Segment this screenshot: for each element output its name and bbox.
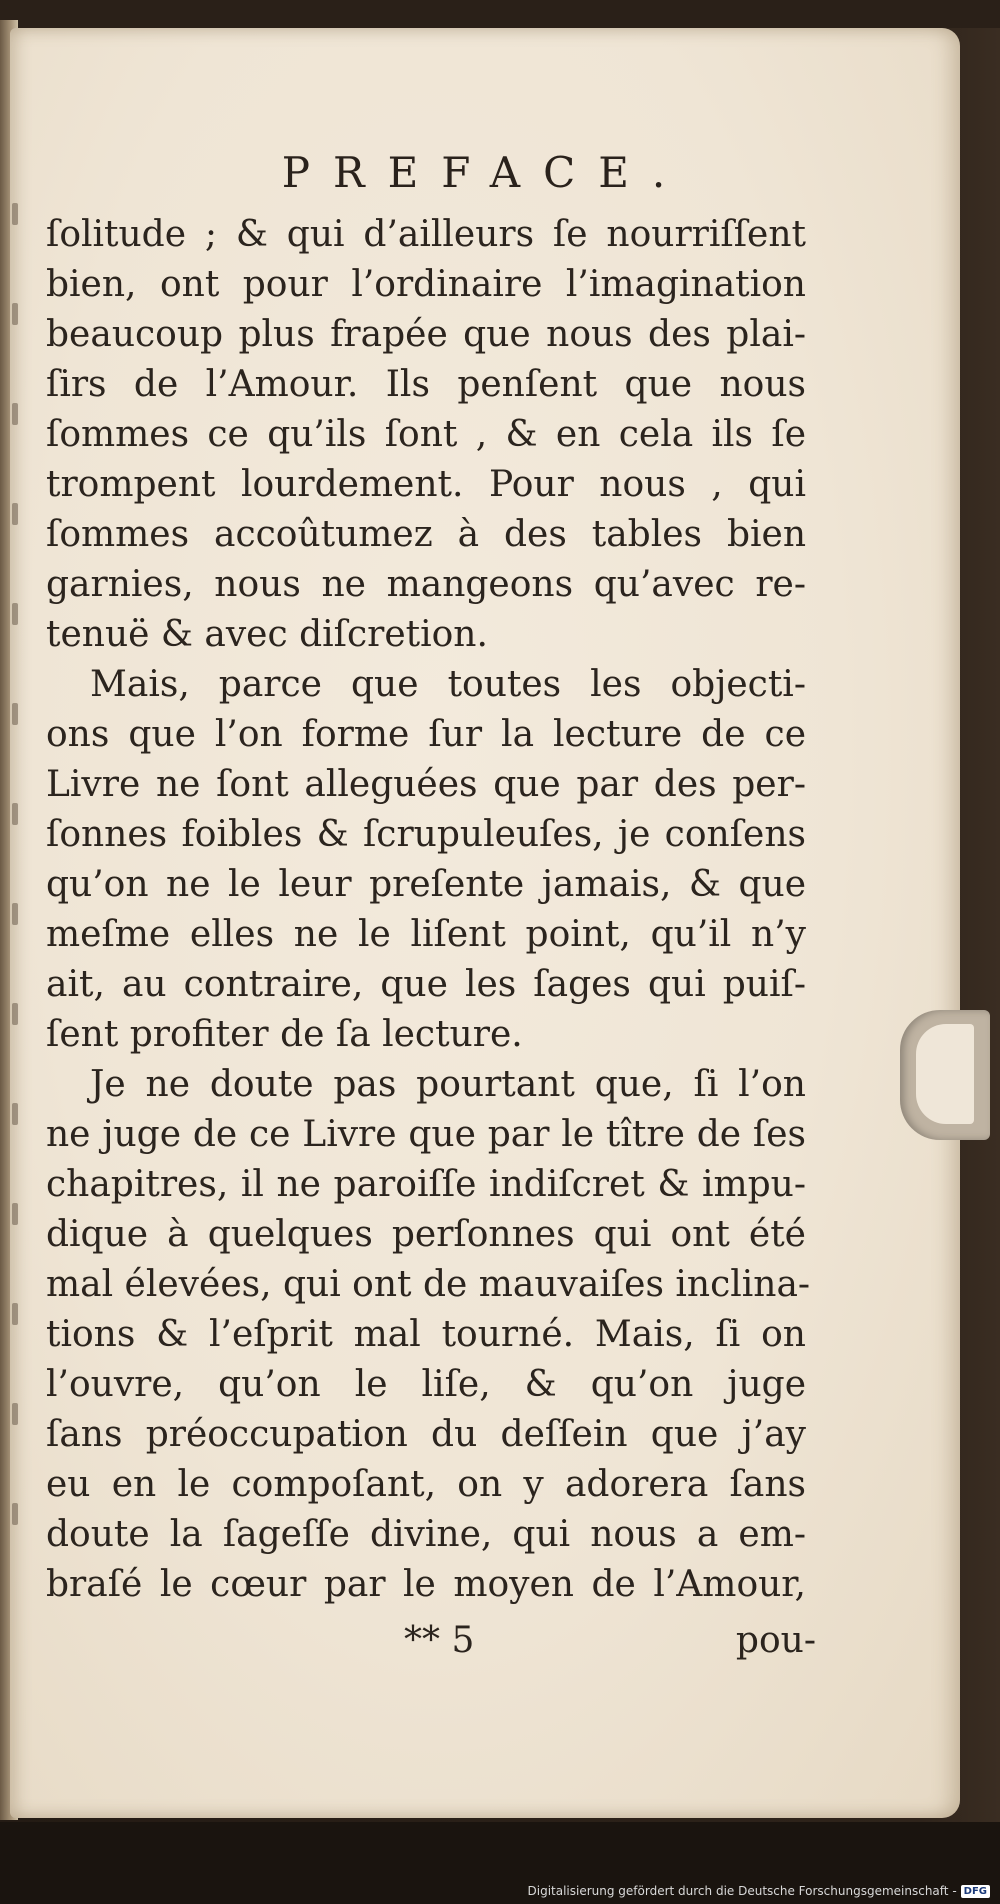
text-line: dique à quelques perſonnes qui ont été (46, 1214, 806, 1255)
text-line: l’ouvre, qu’on le liſe, & qu’on juge (46, 1364, 806, 1405)
page-footer (46, 1620, 816, 1670)
text-line: ſent profiter de ſa lecture. (46, 1014, 523, 1055)
book-clasp (900, 1010, 990, 1140)
text-line: qu’on ne le leur preſente jamais, & que (46, 864, 806, 905)
text-line: mal élevées, qui ont de mauvaiſes inclina- (46, 1264, 811, 1305)
text-line: eu en le compoſant, on y adorera ſans (46, 1464, 806, 1505)
signature-mark: ** 5 (404, 1620, 475, 1661)
catchword: pou- (735, 1620, 816, 1661)
text-line: ſonnes foibles & ſcrupuleuſes, je conſens (46, 814, 806, 855)
gutter-marks (10, 203, 24, 1603)
text-line: trompent lourdement. Pour nous , qui (46, 464, 806, 505)
text-line: tenuë & avec diſcretion. (46, 614, 488, 655)
text-line: ſommes accoûtumez à des tables bien (46, 514, 806, 555)
text-line: bien, ont pour l’ordinaire l’imagination (46, 264, 806, 305)
scan-bottom-edge (0, 1822, 1000, 1904)
text-line: beaucoup plus frapée que nous des plai- (46, 314, 806, 355)
text-line: ait, au contraire, que les ſages qui puiſ- (46, 964, 806, 1005)
text-line: chapitres, il ne paroiſſe indiſcret & impu- (46, 1164, 806, 1205)
text-line: ſans préoccupation du deſſein que j’ay (46, 1414, 806, 1455)
book-page (10, 28, 960, 1818)
text-line: Mais, parce que toutes les objecti- (90, 664, 806, 705)
text-line: braſé le cœur par le moyen de l’Amour, (46, 1564, 806, 1605)
text-line: ons que l’on forme ſur la lecture de ce (46, 714, 806, 755)
book-clasp-inner (916, 1024, 974, 1124)
dfg-logo-icon: DFG (961, 1885, 990, 1898)
text-line: tions & l’eſprit mal tourné. Mais, ſi on (46, 1314, 806, 1355)
digitization-credit (528, 1884, 991, 1898)
text-line: ſirs de l’Amour. Ils penſent que nous (46, 364, 806, 405)
text-line: ſommes ce qu’ils ſont , & en cela ils ſe (46, 414, 806, 455)
scan-top-edge (0, 0, 1000, 28)
text-line: ſolitude ; & qui d’ailleurs ſe nourriſſent (46, 214, 806, 255)
text-line: ne juge de ce Livre que par le tître de ſes (46, 1114, 806, 1155)
digitization-credit-text: Digitalisierung gefördert durch die Deutsche Forschungsgemeinschaft - (527, 1884, 957, 1898)
text-line: garnies, nous ne mangeons qu’avec re- (46, 564, 806, 605)
text-line: doute la ſageſſe divine, qui nous a em- (46, 1514, 806, 1555)
body-text (46, 210, 811, 1610)
text-line: Livre ne ſont alleguées que par des per- (46, 764, 806, 805)
text-line: meſme elles ne le liſent point, qu’il n’y (46, 914, 806, 955)
running-head: PREFACE. (281, 148, 689, 197)
text-line: Je ne doute pas pourtant que, ſi l’on (90, 1064, 806, 1105)
